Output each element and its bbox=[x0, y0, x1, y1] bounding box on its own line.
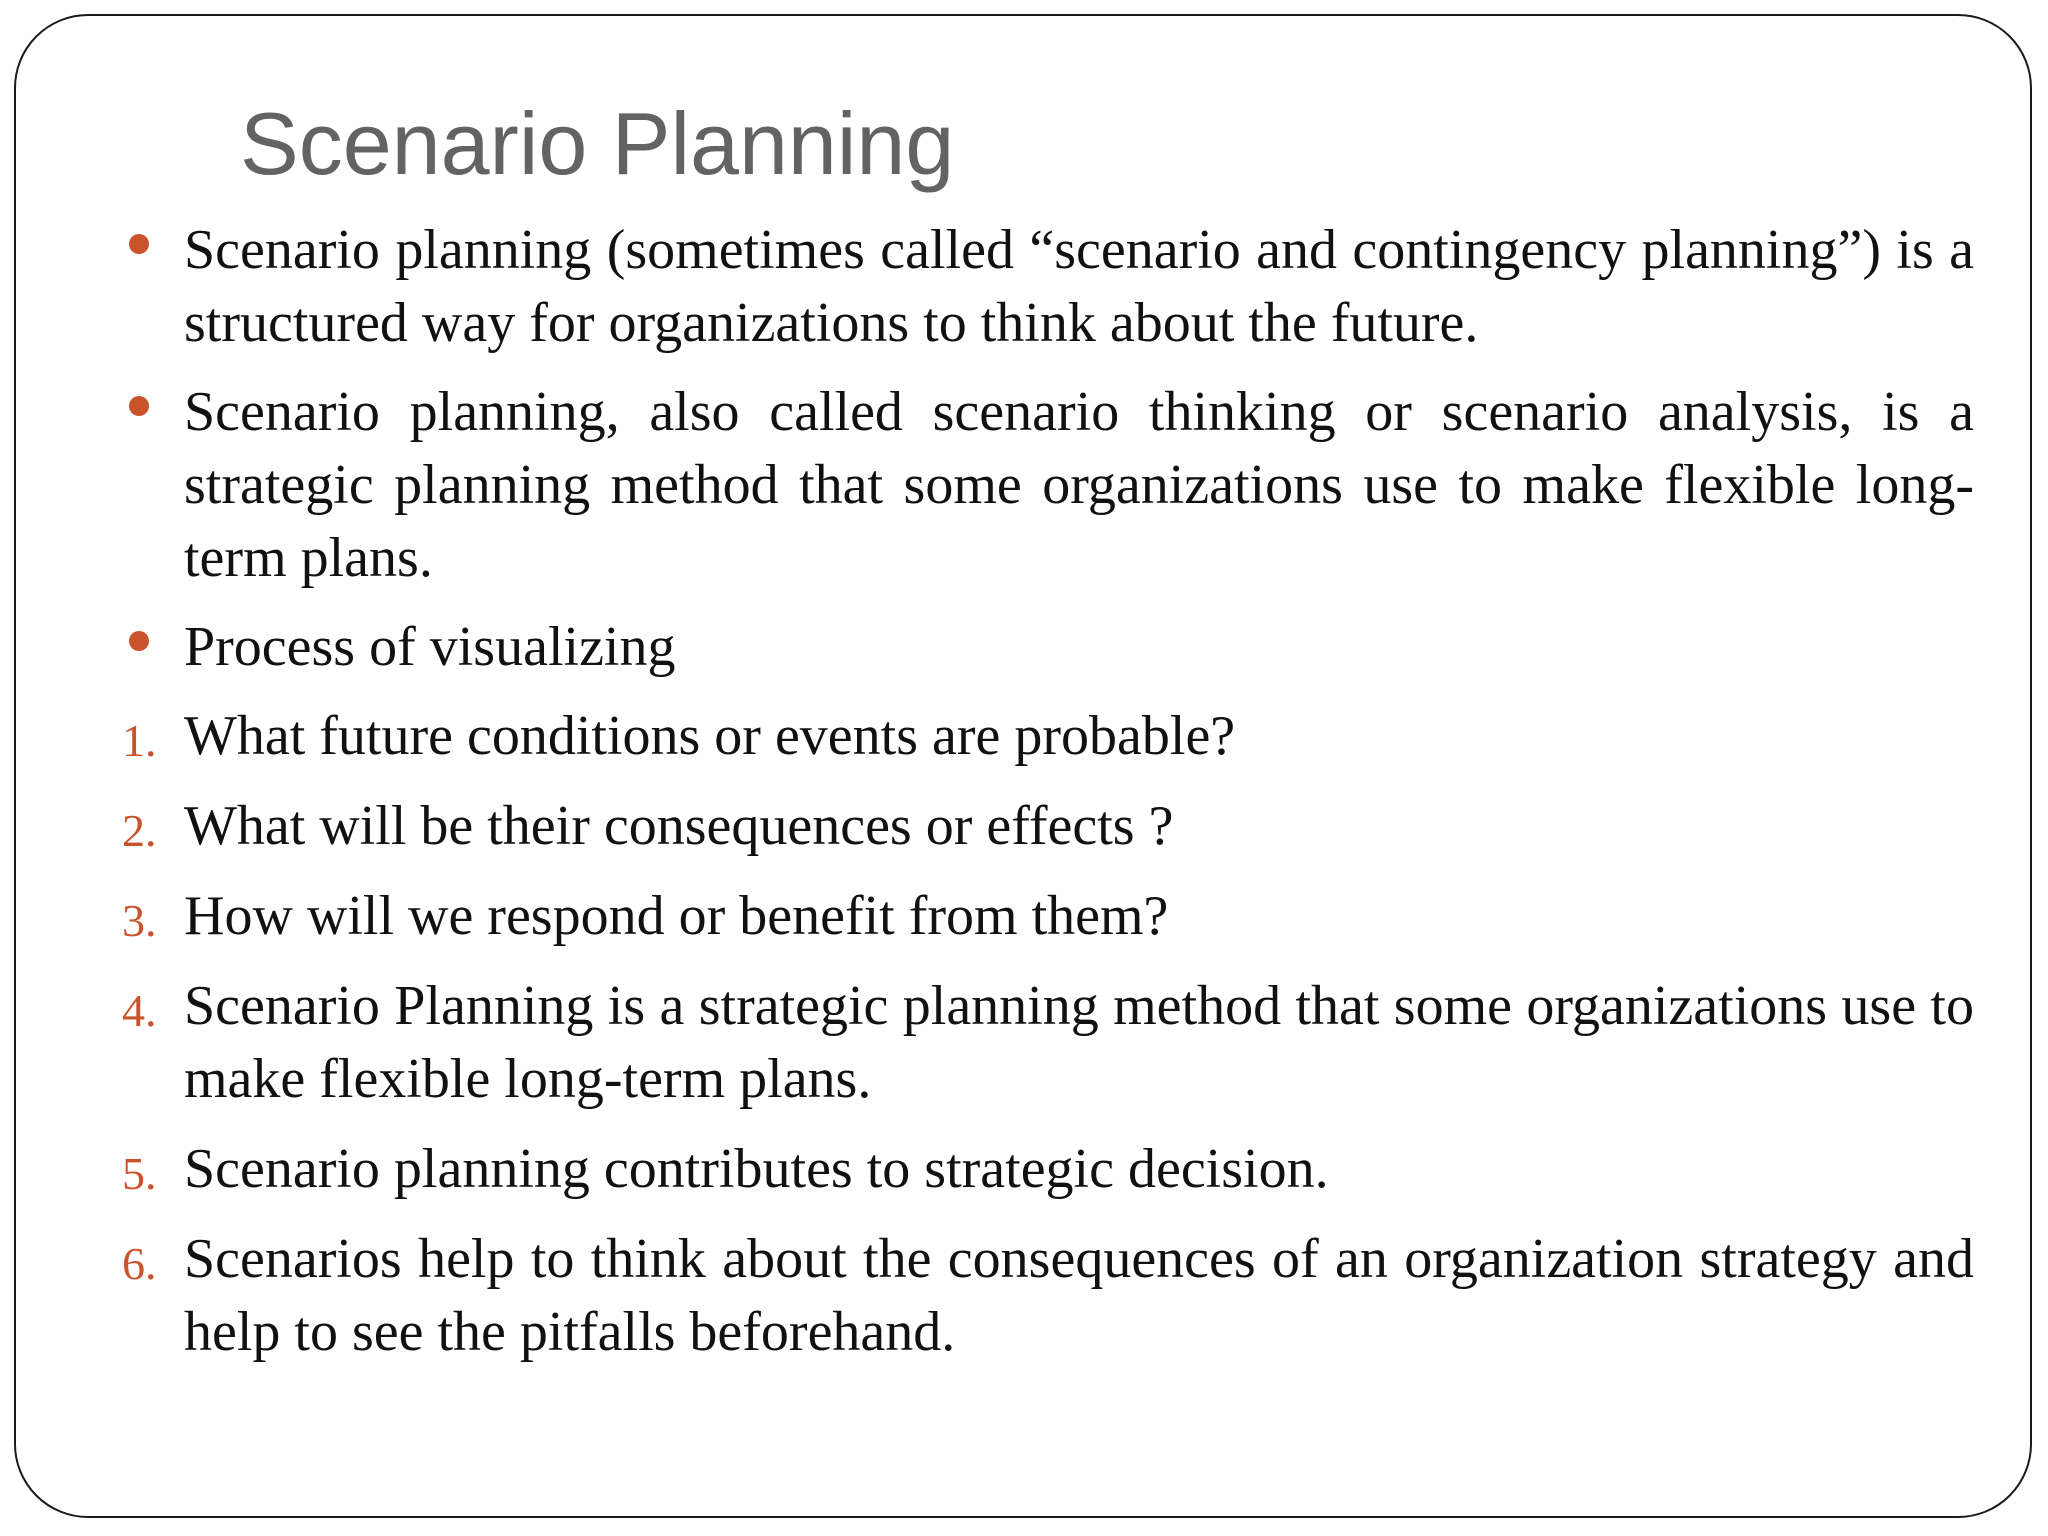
numbered-text: Scenario planning contributes to strategic decision. bbox=[184, 1138, 1329, 1200]
bullet-item bbox=[116, 214, 1974, 360]
numbered-text: What future conditions or events are probable? bbox=[184, 705, 1236, 767]
number-label: 4. bbox=[122, 985, 157, 1036]
bullet-item bbox=[116, 611, 1974, 684]
numbered-text: Scenarios help to think about the consequences of an organization strategy and help to see the pitfalls beforehand. bbox=[184, 1228, 1974, 1363]
slide-frame bbox=[14, 14, 2032, 1518]
number-label: 1. bbox=[122, 715, 157, 766]
number-label: 6. bbox=[122, 1238, 157, 1289]
bullet-dot-icon bbox=[129, 631, 149, 651]
numbered-item bbox=[116, 1133, 1974, 1206]
numbered-item bbox=[116, 880, 1974, 953]
numbered-item bbox=[116, 700, 1974, 773]
numbered-text: What will be their consequences or effects ? bbox=[184, 795, 1174, 857]
numbered-item bbox=[116, 1223, 1974, 1369]
numbered-item bbox=[116, 970, 1974, 1116]
numbered-text: How will we respond or benefit from them? bbox=[184, 885, 1169, 947]
bullet-text: Process of visualizing bbox=[184, 616, 676, 678]
numbered-item bbox=[116, 790, 1974, 863]
numbered-text: Scenario Planning is a strategic planning method that some organizations use to make flexible long-term plans. bbox=[184, 975, 1974, 1110]
bullet-text: Scenario planning (sometimes called “scenario and contingency planning”) is a structured way for organizations to think about the future. bbox=[184, 219, 1974, 354]
slide-content bbox=[116, 214, 1974, 1386]
slide-title: Scenario Planning bbox=[240, 94, 955, 193]
bullet-dot-icon bbox=[129, 396, 149, 416]
number-label: 3. bbox=[122, 895, 157, 946]
number-label: 5. bbox=[122, 1148, 157, 1199]
bullet-dot-icon bbox=[129, 234, 149, 254]
bullet-text: Scenario planning, also called scenario thinking or scenario analysis, is a strategic planning method that some organizations use to make flexible long-term plans. bbox=[184, 381, 1974, 589]
number-label: 2. bbox=[122, 805, 157, 856]
bullet-item bbox=[116, 376, 1974, 595]
